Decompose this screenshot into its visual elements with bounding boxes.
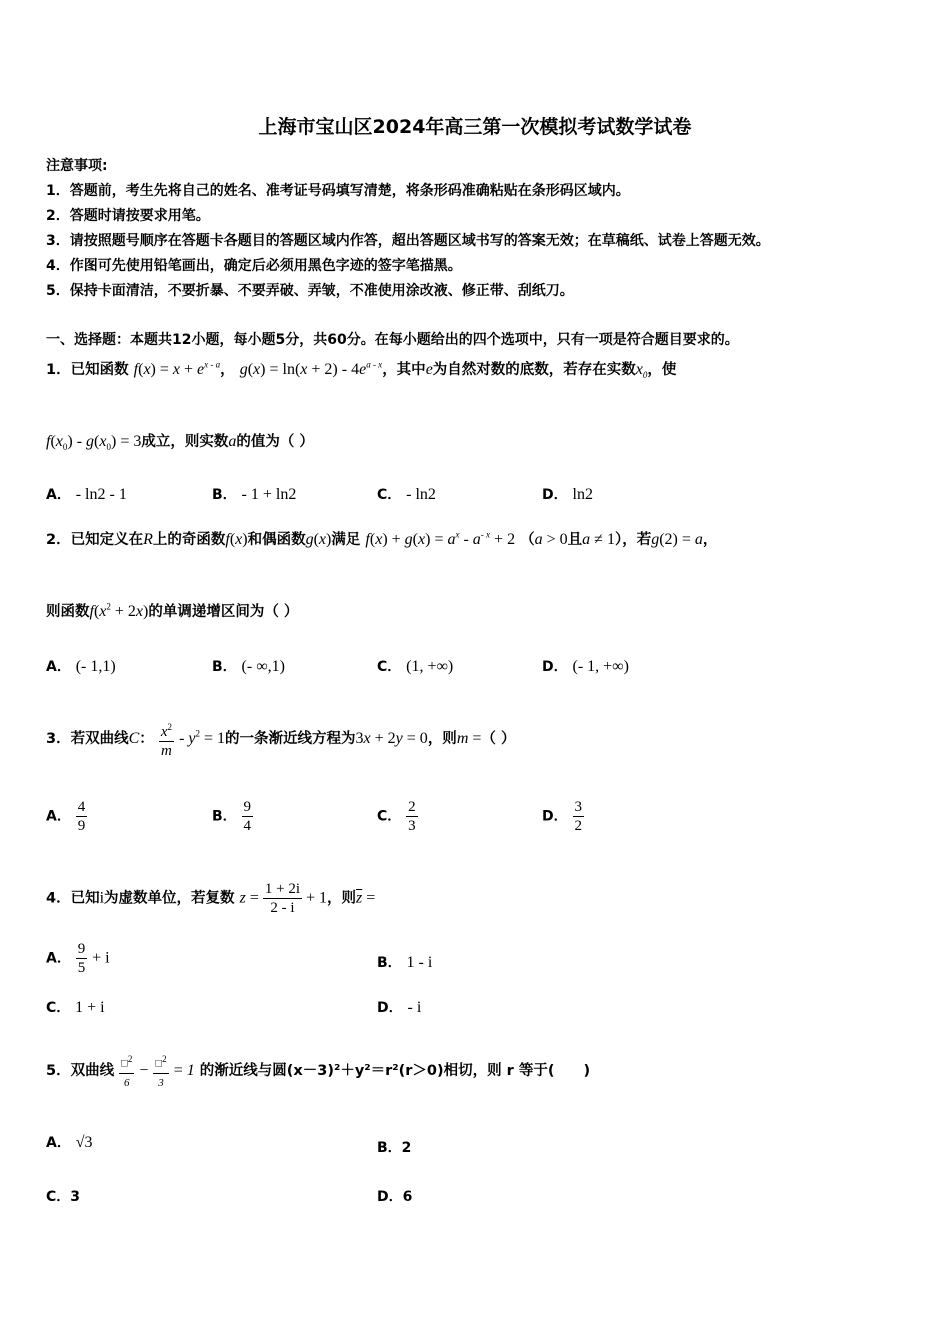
q2-option-d[interactable]: D． (- 1, +∞)	[542, 658, 629, 675]
question-2-line-1: 2．已知定义在R上的奇函数f(x)和偶函数g(x)满足 $f(x) + g(x) = a^x - a^{- x} + 2$ （a > 0且a ≠ 1），若g(2) = a，	[46, 529, 718, 548]
q1-option-c[interactable]: C． - ln2	[377, 486, 436, 503]
q5-option-a[interactable]: A． √3	[46, 1134, 93, 1151]
q1-option-d[interactable]: D． ln2	[542, 486, 593, 503]
notes-heading: 注意事项:	[46, 158, 108, 174]
q2-option-a[interactable]: A． (- 1,1)	[46, 658, 116, 675]
note-item: 1．答题前，考生先将自己的姓名、准考证号码填写清楚，将条形码准确粘贴在条形码区域内。	[46, 183, 630, 199]
note-item: 5．保持卡面清洁，不要折暴、不要弄破、弄皱，不准使用涂改液、修正带、刮纸刀。	[46, 283, 574, 299]
q3-option-a[interactable]: A． $\frac{4}{9}$	[46, 799, 86, 834]
q4-option-a[interactable]: A． $\frac{9}{5}$ + i	[46, 941, 110, 976]
q4-option-b[interactable]: B． 1 - i	[377, 954, 433, 971]
q1-option-b[interactable]: B． - 1 + ln2	[212, 486, 297, 503]
page-title: 上海市宝山区2024年高三第一次模拟考试数学试卷	[258, 116, 692, 138]
question-5: 5．双曲线 $\frac{□^2}{6}$ − $\frac{□^2}{3}$ = 1 的渐近线与圆(x－3)²＋y²＝r²(r＞0)相切，则 r 等于( )	[46, 1050, 590, 1092]
question-2-line-2: 则函数$f(x^2 + 2x)$的单调递增区间为（ ）	[46, 601, 299, 620]
q5-option-b[interactable]: B．2	[377, 1140, 412, 1156]
q3-option-c[interactable]: C． $\frac{2}{3}$	[377, 799, 416, 834]
q2-option-b[interactable]: B． (- ∞,1)	[212, 658, 285, 675]
question-4: 4．已知i为虚数单位，若复数 z = $\frac{1 + 2i}{2 - i}$ + 1，则$\overline{z}$ =	[46, 881, 376, 916]
question-1-line-2: $f(x_0) - g(x_0) = 3$成立，则实数a的值为（ ）	[46, 433, 314, 453]
note-item: 3．请按照题号顺序在答题卡各题目的答题区域内作答，超出答题区域书写的答案无效；在草稿纸、试卷上答题无效。	[46, 233, 770, 249]
note-item: 4．作图可先使用铅笔画出，确定后必须用黑色字迹的签字笔描黑。	[46, 258, 462, 274]
q1-option-a[interactable]: A． - ln2 - 1	[46, 486, 127, 503]
q5-option-d[interactable]: D．6	[377, 1189, 413, 1205]
q5-option-c[interactable]: C．3	[46, 1189, 81, 1205]
q3-option-d[interactable]: D． $\frac{3}{2}$	[542, 799, 582, 834]
q4-option-d[interactable]: D． - i	[377, 999, 422, 1016]
question-3: 3．若双曲线C： $\frac{x^2}{m}$ - $y^2 = 1$的一条渐近线方程为3x + 2y = 0，则m =（ ）	[46, 718, 515, 760]
question-1-line-1: 1．已知函数 $f(x) = x + e^{x - a}$， $g(x) = \ln(x + 2) - 4e^{a - x}$，其中e为自然对数的底数，若存在实数$x_0$，使	[46, 359, 677, 381]
note-item: 2．答题时请按要求用笔。	[46, 208, 210, 224]
q4-option-c[interactable]: C． 1 + i	[46, 999, 105, 1016]
q3-option-b[interactable]: B． $\frac{9}{4}$	[212, 799, 252, 834]
section-heading: 一、选择题：本题共12小题，每小题5分，共60分。在每小题给出的四个选项中，只有一项是符合题目要求的。	[46, 332, 739, 348]
q2-option-c[interactable]: C． (1, +∞)	[377, 658, 454, 675]
